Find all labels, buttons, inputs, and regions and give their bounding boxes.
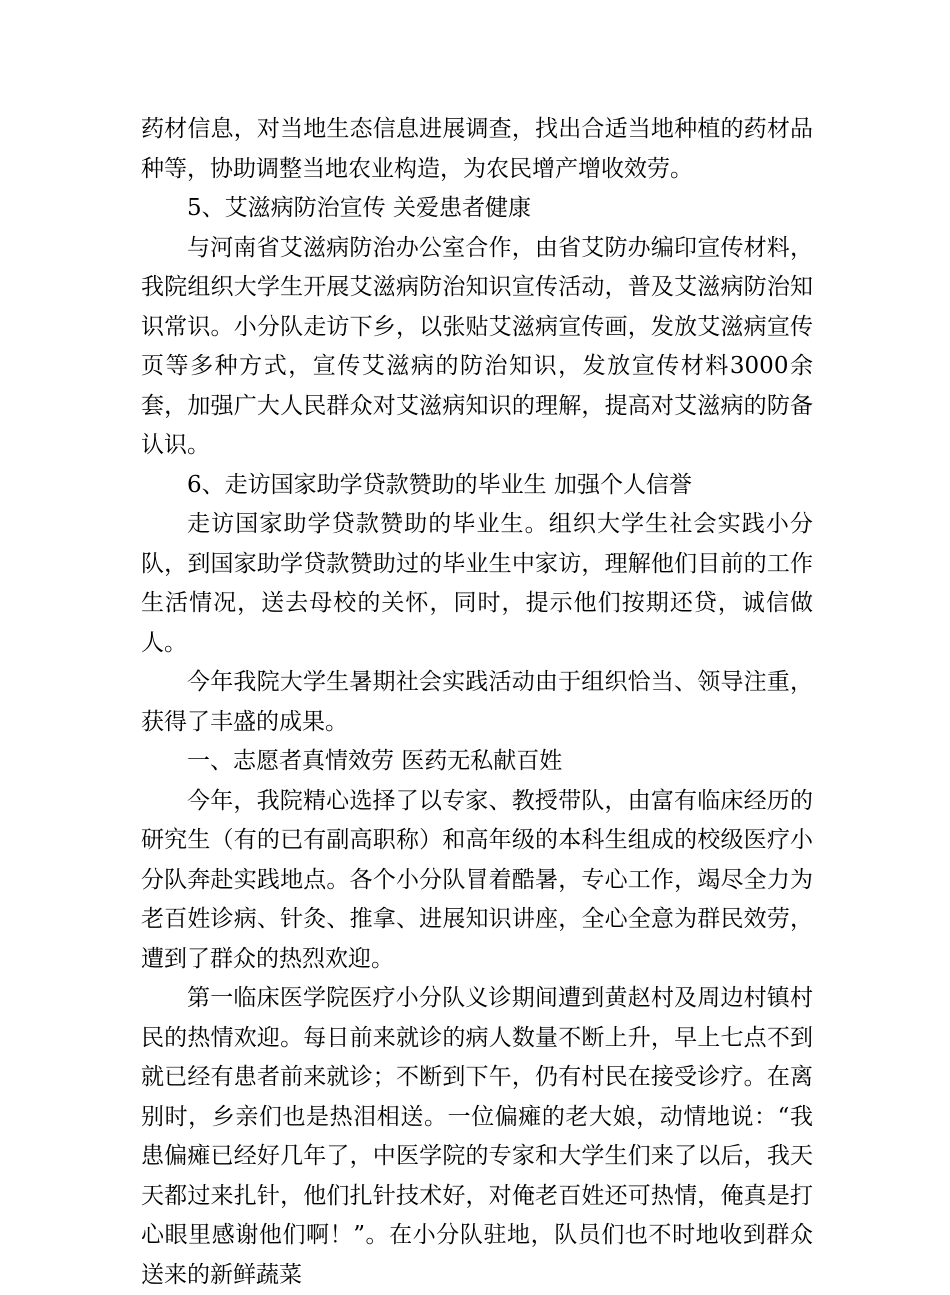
document-page xyxy=(141,110,813,1295)
section-heading-loan-graduates: 6、走访国家助学贷款赞助的毕业生 加强个人信誉 xyxy=(187,471,692,498)
section-heading-volunteer-service: 一、志愿者真情效劳 医药无私献百姓 xyxy=(187,748,563,774)
paragraph-medical-team: 今年，我院精心选择了以专家、教授带队，由富有临床经历的研究生（有的已有副高职称）和高年级的本科生组成的校级医疗小分队奔赴实践地点。各个小分队冒着酷暑，专心工作，竭尽全力为老百姓诊病、针灸、推拿、进展知识讲座，全心全意为群民效劳，遭到了群众的热烈欢迎。 xyxy=(141,787,813,972)
section-heading-aids-prevention: 5、艾滋病防治宣传 关爱患者健康 xyxy=(187,195,531,221)
paragraph-summer-results: 今年我院大学生暑期社会实践活动由于组织恰当、领导注重，获得了丰盛的成果。 xyxy=(141,669,813,735)
paragraph-loan-visits: 走访国家助学贷款赞助的毕业生。组织大学生社会实践小分队，到国家助学贷款赞助过的毕业生中家访，理解他们目前的工作生活情况，送去母校的关怀，同时，提示他们按期还贷，诚信做人。 xyxy=(141,511,813,656)
paragraph-continued-intro: 药材信息，对当地生态信息进展调查，找出合适当地种植的药材品种等，协助调整当地农业构造，为农民增产增收效劳。 xyxy=(141,116,813,182)
paragraph-aids-campaign: 与河南省艾滋病防治办公室合作，由省艾防办编印宣传材料，我院组织大学生开展艾滋病防治知识宣传活动，普及艾滋病防治知识常识。小分队走访下乡，以张贴艾滋病宣传画，发放艾滋病宣传页等多种方式，宣传艾滋病的防治知识，发放宣传材料3000余套，加强广大人民群众对艾滋病知识的理解，提高对艾滋病的防备认识。 xyxy=(141,234,813,458)
paragraph-first-clinical-team: 第一临床医学院医疗小分队义诊期间遭到黄赵村及周边村镇村民的热情欢迎。每日前来就诊的病人数量不断上升，早上七点不到就已经有患者前来就诊；不断到下午，仍有村民在接受诊疗。在离别时，乡亲们也是热泪相送。一位偏瘫的老大娘，动情地说：“我患偏瘫已经好几年了，中医学院的专家和大学生们来了以后，我天天都过来扎针，他们扎针技术好，对俺老百姓还可热情，俺真是打心眼里感谢他们啊！”。在小分队驻地，队员们也不时地收到群众送来的新鲜蔬菜 xyxy=(141,985,813,1288)
